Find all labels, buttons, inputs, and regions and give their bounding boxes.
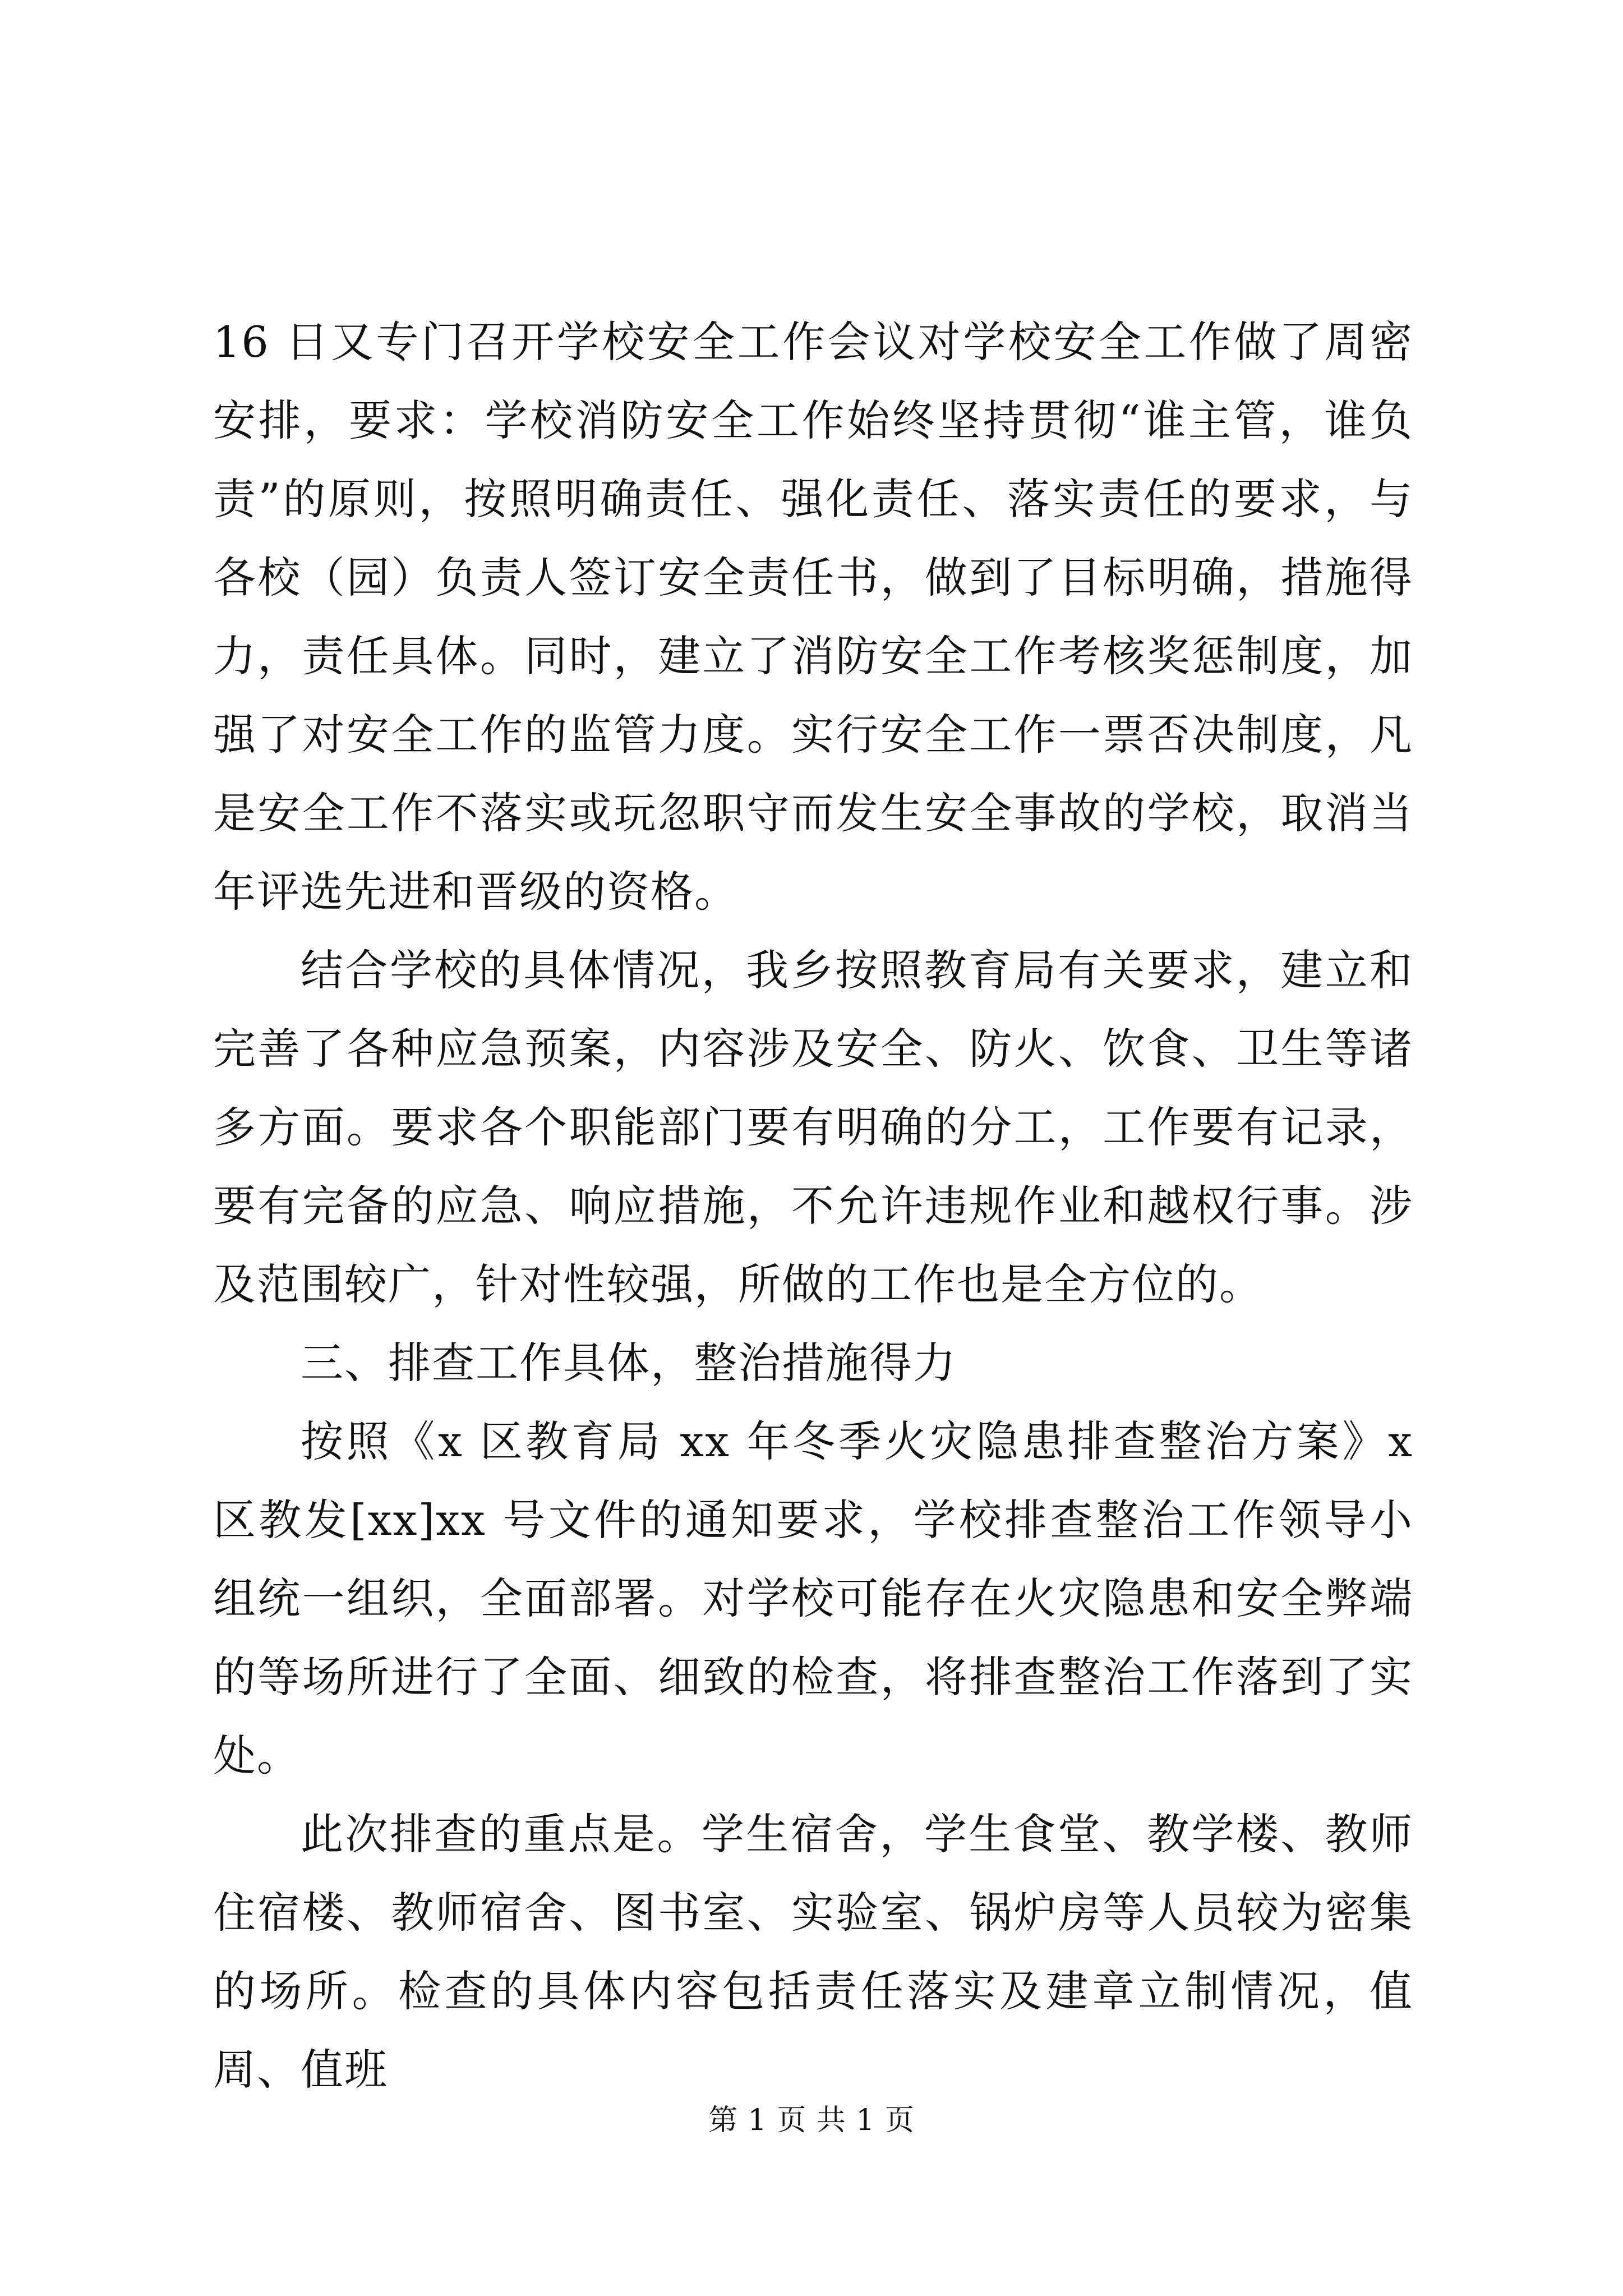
- section-heading-3: 三、排查工作具体，整治措施得力: [301, 1338, 957, 1388]
- paragraph-2: 结合学校的具体情况，我乡按照教育局有关要求，建立和完善了各种应急预案，内容涉及安全、防火、饮食、卫生等诸多方面。要求各个职能部门要有明确的分工，工作要有记录，要有完备的应急、响应措施，不允许违规作业和越权行事。涉及范围较广，针对性较强，所做的工作也是全方位的。: [213, 945, 1413, 1309]
- paragraph-4: 按照《x 区教育局 xx 年冬季火灾隐患排查整治方案》x 区教发[xx]xx 号文件的通知要求，学校排查整治工作领导小组统一组织，全面部署。对学校可能存在火灾隐患和安全弊端的等场所进行了全面、细致的检查，将排查整治工作落到了实处。: [213, 1416, 1413, 1780]
- page-footer: 第 1 页 共 1 页: [708, 2104, 915, 2137]
- paragraph-1: 16 日又专门召开学校安全工作会议对学校安全工作做了周密安排，要求：学校消防安全工作始终坚持贯彻“谁主管，谁负责”的原则，按照明确责任、强化责任、落实责任的要求，与各校（园）负责人签订安全责任书，做到了目标明确，措施得力，责任具体。同时，建立了消防安全工作考核奖惩制度，加强了对安全工作的监管力度。实行安全工作一票否决制度，凡是安全工作不落实或玩忽职守而发生安全事故的学校，取消当年评选先进和晋级的资格。: [213, 317, 1413, 917]
- document-body: [213, 303, 1413, 2109]
- paragraph-5: 此次排查的重点是。学生宿舍，学生食堂、教学楼、教师住宿楼、教师宿舍、图书室、实验室、锅炉房等人员较为密集的场所。检查的具体内容包括责任落实及建章立制情况，值周、值班: [213, 1809, 1413, 2095]
